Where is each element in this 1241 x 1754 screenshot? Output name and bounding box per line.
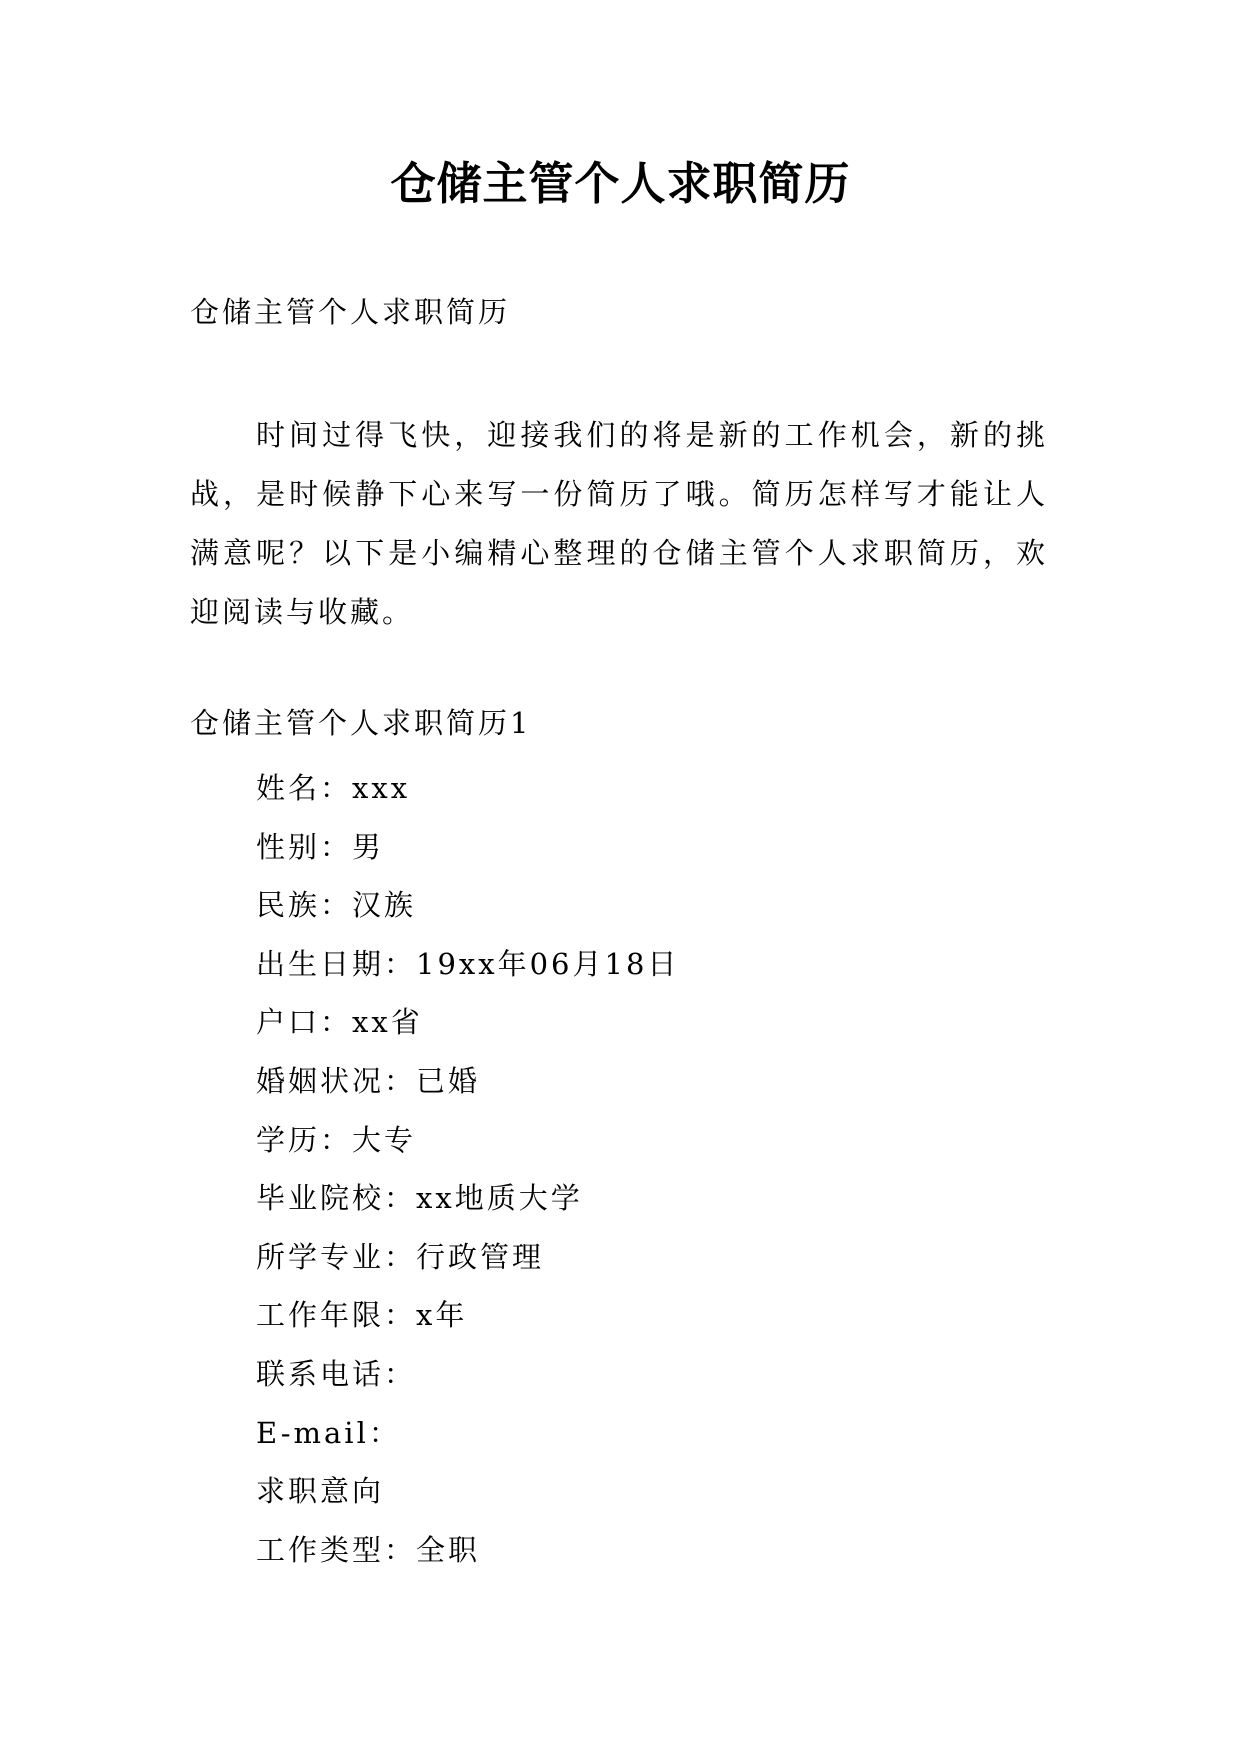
field-job-type: 工作类型：全职: [256, 1532, 481, 1567]
resume-fields-list: [256, 759, 679, 1579]
field-gender: 性别：男: [256, 829, 385, 864]
intro-paragraph: 时间过得飞快，迎接我们的将是新的工作机会，新的挑战，是时候静下心来写一份简历了哦。简历怎样写才能让人满意呢？以下是小编精心整理的仓储主管个人求职简历，欢迎阅读与收藏。: [190, 418, 1048, 629]
document-subtitle: 仓储主管个人求职简历: [190, 295, 511, 329]
field-household-registration: 户口：xx省: [256, 1005, 423, 1040]
document-title: 仓储主管个人求职简历: [390, 157, 851, 210]
field-major: 所学专业：行政管理: [256, 1239, 545, 1274]
field-school: 毕业院校：xx地质大学: [256, 1181, 583, 1216]
field-phone: 联系电话：: [256, 1356, 417, 1391]
section-heading: 仓储主管个人求职简历1: [190, 706, 532, 740]
field-job-intention: 求职意向: [256, 1474, 385, 1509]
field-birth-date: 出生日期：19xx年06月18日: [256, 946, 680, 981]
field-work-years: 工作年限：x年: [256, 1298, 468, 1333]
field-marital-status: 婚姻状况：已婚: [256, 1063, 481, 1098]
field-email: E-mail：: [256, 1415, 401, 1450]
field-education: 学历：大专: [256, 1122, 417, 1157]
field-name: 姓名：xxx: [256, 771, 411, 805]
field-ethnicity: 民族：汉族: [256, 888, 417, 923]
